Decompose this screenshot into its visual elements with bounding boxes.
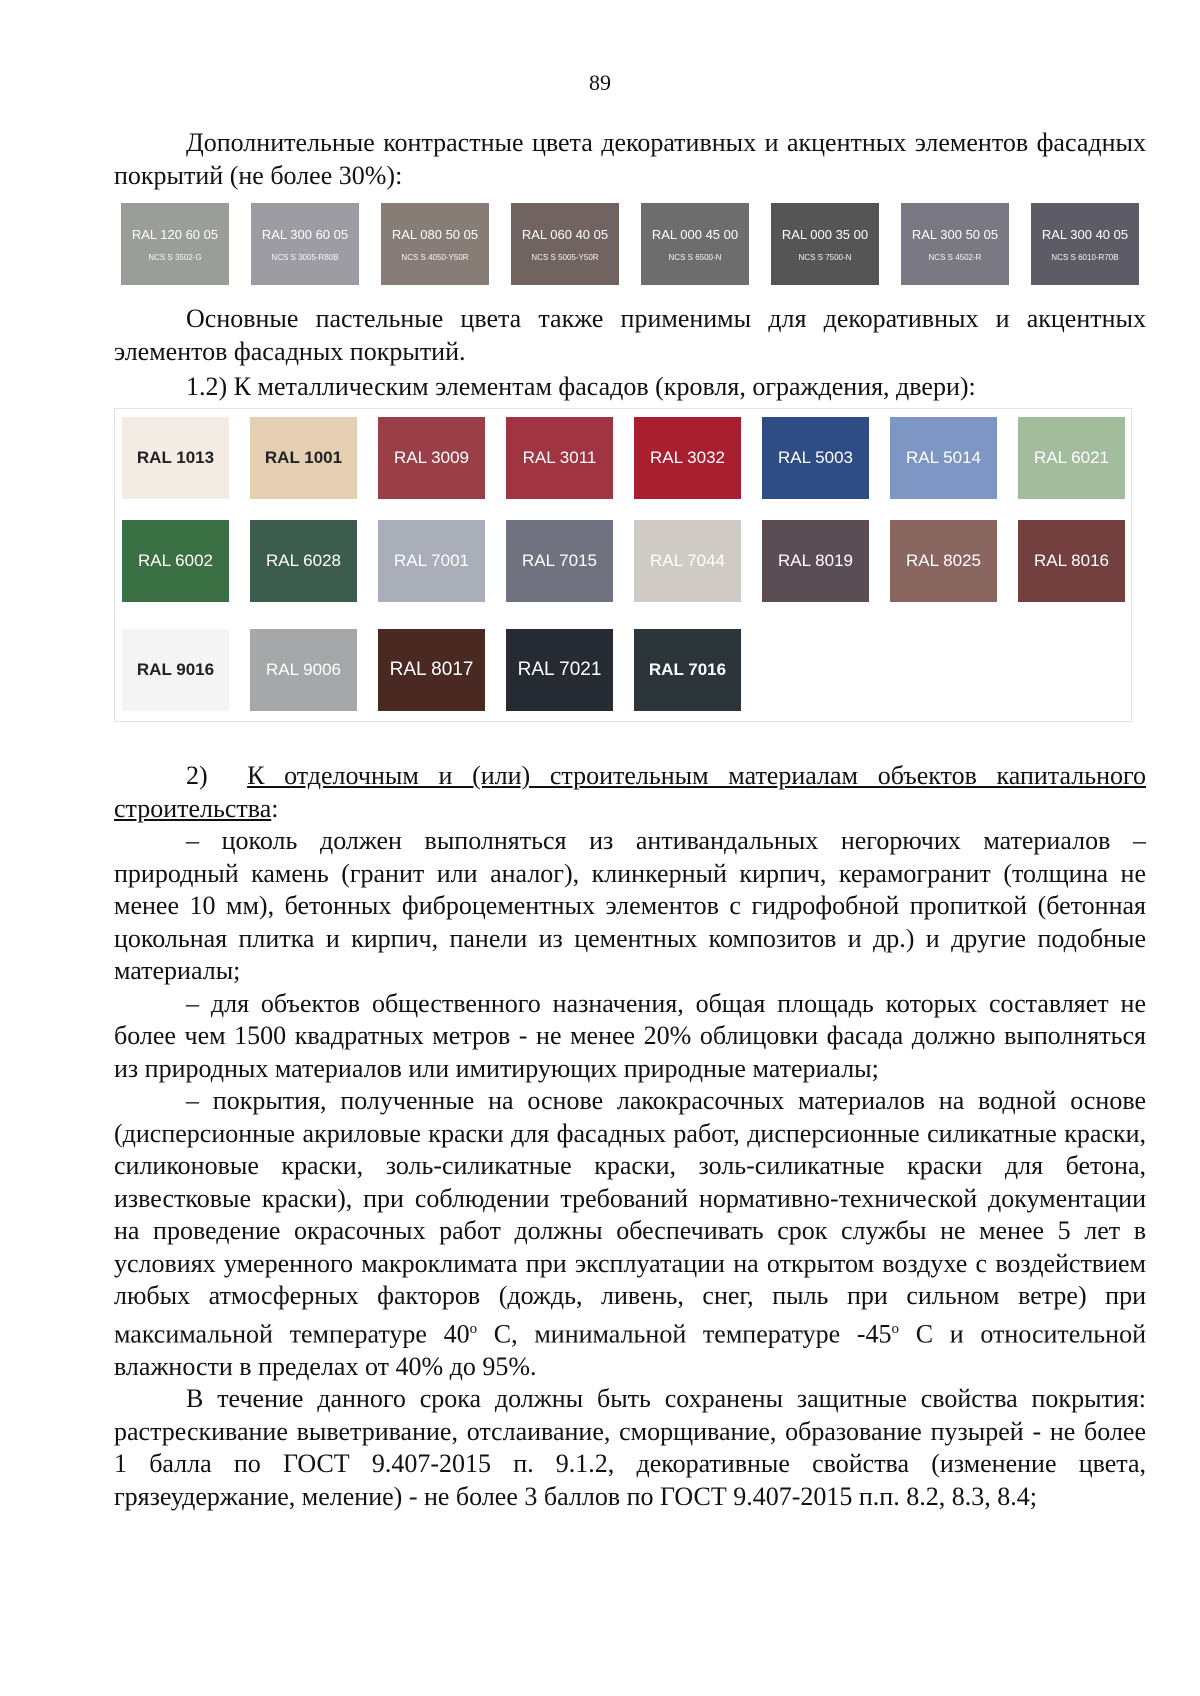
metal-swatch	[762, 520, 869, 602]
swatch-label: RAL 7015	[522, 551, 597, 570]
swatch-label: RAL 1001	[264, 448, 343, 467]
coatings-text-1: – покрытия, полученные на основе лакокрасочных материалов на водной основе (дисперсионные акриловые краски для фасадных работ, дисперсионные силикатные краски, силиконовые краски, золь-силикатные краски, золь-силикатные краски для бетона, известковые краски), при соблюдении требований нормативно-технической документации на проведение окрасочных работ должны обеспечивать срок службы не менее 5 лет в условиях умеренного макроклимата при эксплуатации на открытом воздухе с воздействием любых атмосферных факторов (дождь, ливень, снег, пыль при сильном ветре) при максимальной температуре 40	[114, 1086, 1146, 1349]
swatch-ncs-code: NCS S 4050-Y50R	[401, 253, 469, 262]
swatch-ral-code: RAL 080 50 05	[391, 227, 479, 242]
swatch-label: RAL 8019	[778, 551, 853, 570]
metal-swatch	[378, 520, 485, 602]
swatch-label: RAL 1013	[136, 448, 215, 467]
swatch-ncs-code: NCS S 7500-N	[798, 253, 852, 262]
swatch-label: RAL 5003	[778, 448, 853, 467]
degree-sign: o	[891, 1320, 900, 1337]
metal-swatch	[506, 417, 613, 499]
swatch-ral-code: RAL 300 50 05	[911, 227, 999, 242]
coatings-text-3: С и относительной влажности в пределах от 40% до 95%.	[114, 1319, 1146, 1381]
swatch-ncs-code: NCS S 6010-R70B	[1051, 253, 1119, 262]
metal-swatch	[1018, 417, 1125, 499]
swatch-label: RAL 3009	[394, 448, 469, 467]
metal-swatch	[378, 417, 485, 499]
list-item-public-objects: – для объектов общественного назначения, общая площадь которых составляет не более чем 1500 квадратных метров - не менее 20% облицовки фасада должно выполняться из природных материалов или имитирующих природные материалы;	[114, 988, 1146, 1083]
metal-heading-text: 1.2) К металлическим элементам фасадов (кровля, ограждения, двери):	[186, 372, 976, 401]
swatch-ral-code: RAL 060 40 05	[521, 227, 609, 242]
swatch-ral-code: RAL 300 60 05	[261, 227, 349, 242]
swatch-ral-code: RAL 000 45 00	[651, 227, 739, 242]
intro-paragraph	[114, 127, 1146, 192]
intro-text: Дополнительные контрастные цвета декоративных и акцентных элементов фасадных покрытий (не более 30%):	[114, 128, 1146, 190]
section-2-title: К отделочным и (или) строительным материалам объектов капитального строительства	[114, 761, 1147, 823]
list-item-coatings	[114, 1085, 1146, 1383]
swatch-label: RAL 9006	[266, 660, 341, 679]
metal-swatch	[250, 629, 357, 711]
swatch-ral-code: RAL 120 60 05	[131, 227, 219, 242]
metal-swatch	[250, 417, 357, 499]
metal-swatch	[890, 520, 997, 602]
accent-swatch	[901, 203, 1009, 285]
metal-swatch	[1018, 520, 1125, 602]
list-item-plinth: – цоколь должен выполняться из антивандальных негорючих материалов – природный камень (гранит или аналог), клинкерный кирпич, керамогранит (толщина не менее 10 мм), бетонных фиброцементных элементов с гидрофобной пропиткой (бетонная цокольная плитка и кирпич, панели из цементных композитов и др.) и другие подобные материалы;	[114, 826, 1146, 985]
metal-swatch	[250, 520, 357, 602]
swatch-label: RAL 7001	[394, 551, 469, 570]
section-2	[114, 760, 1146, 1513]
accent-swatch	[121, 203, 229, 285]
swatch-label: RAL 5014	[906, 448, 981, 467]
pastel-paragraph	[114, 303, 1146, 368]
swatch-label: RAL 3011	[522, 448, 597, 467]
swatch-label: RAL 7016	[648, 660, 727, 679]
metal-swatch	[634, 417, 741, 499]
swatch-ral-code: RAL 300 40 05	[1041, 227, 1129, 242]
accent-swatch	[771, 203, 879, 285]
swatch-label: RAL 3032	[650, 448, 725, 467]
accent-swatch	[381, 203, 489, 285]
section-2-colon: :	[271, 793, 279, 823]
section-2-number: 2)	[186, 761, 208, 790]
metal-swatch	[634, 629, 741, 711]
metal-swatch	[506, 520, 613, 602]
metal-swatch	[122, 417, 229, 499]
swatch-label: RAL 7044	[650, 551, 725, 570]
swatch-label: RAL 8017	[389, 659, 474, 680]
accent-swatch	[511, 203, 619, 285]
swatch-ncs-code: NCS S 5005-Y50R	[531, 253, 599, 262]
page-number: 89	[589, 70, 611, 95]
swatch-label: RAL 6028	[266, 551, 341, 570]
swatch-ncs-code: NCS S 4502-R	[928, 253, 982, 262]
metal-swatch	[122, 520, 229, 602]
accent-swatch	[1031, 203, 1139, 285]
metal-swatch	[378, 629, 485, 711]
swatch-label: RAL 8016	[1034, 551, 1109, 570]
metal-swatch-panel	[114, 408, 1132, 722]
swatch-label: RAL 9016	[136, 660, 215, 679]
metal-swatch	[890, 417, 997, 499]
metal-swatch	[762, 417, 869, 499]
accent-swatch	[251, 203, 359, 285]
swatch-ral-code: RAL 000 35 00	[781, 227, 869, 242]
accent-swatch	[641, 203, 749, 285]
section-2-heading	[114, 760, 1146, 825]
metal-swatch	[506, 629, 613, 711]
pastel-text: Основные пастельные цвета также применимы для декоративных и акцентных элементов фасадных покрытий.	[114, 304, 1146, 366]
metal-swatch	[122, 629, 229, 711]
swatch-label: RAL 6021	[1034, 448, 1109, 467]
swatch-ncs-code: NCS S 6500-N	[668, 253, 722, 262]
swatch-label: RAL 6002	[138, 551, 213, 570]
swatch-ncs-code: NCS S 3502-G	[148, 253, 202, 262]
coatings-text-2: С, минимальной температуре -45	[477, 1319, 892, 1349]
metal-swatch	[634, 520, 741, 602]
swatch-ncs-code: NCS S 3005-R80B	[271, 253, 339, 262]
accent-swatch-row	[121, 203, 1141, 287]
swatch-label: RAL 7021	[517, 659, 602, 680]
swatch-label: RAL 8025	[906, 551, 981, 570]
degree-sign: o	[469, 1320, 478, 1337]
metal-heading	[114, 371, 1146, 404]
final-paragraph: В течение данного срока должны быть сохранены защитные свойства покрытия: растрескивание выветривание, отслаивание, сморщивание, образование пузырей - не более 1 балла по ГОСТ 9.407-2015 п. 9.1.2, декоративные свойства (изменение цвета, грязеудержание, меление) - не более 3 баллов по ГОСТ 9.407-2015 п.п. 8.2, 8.3, 8.4;	[114, 1384, 1146, 1511]
